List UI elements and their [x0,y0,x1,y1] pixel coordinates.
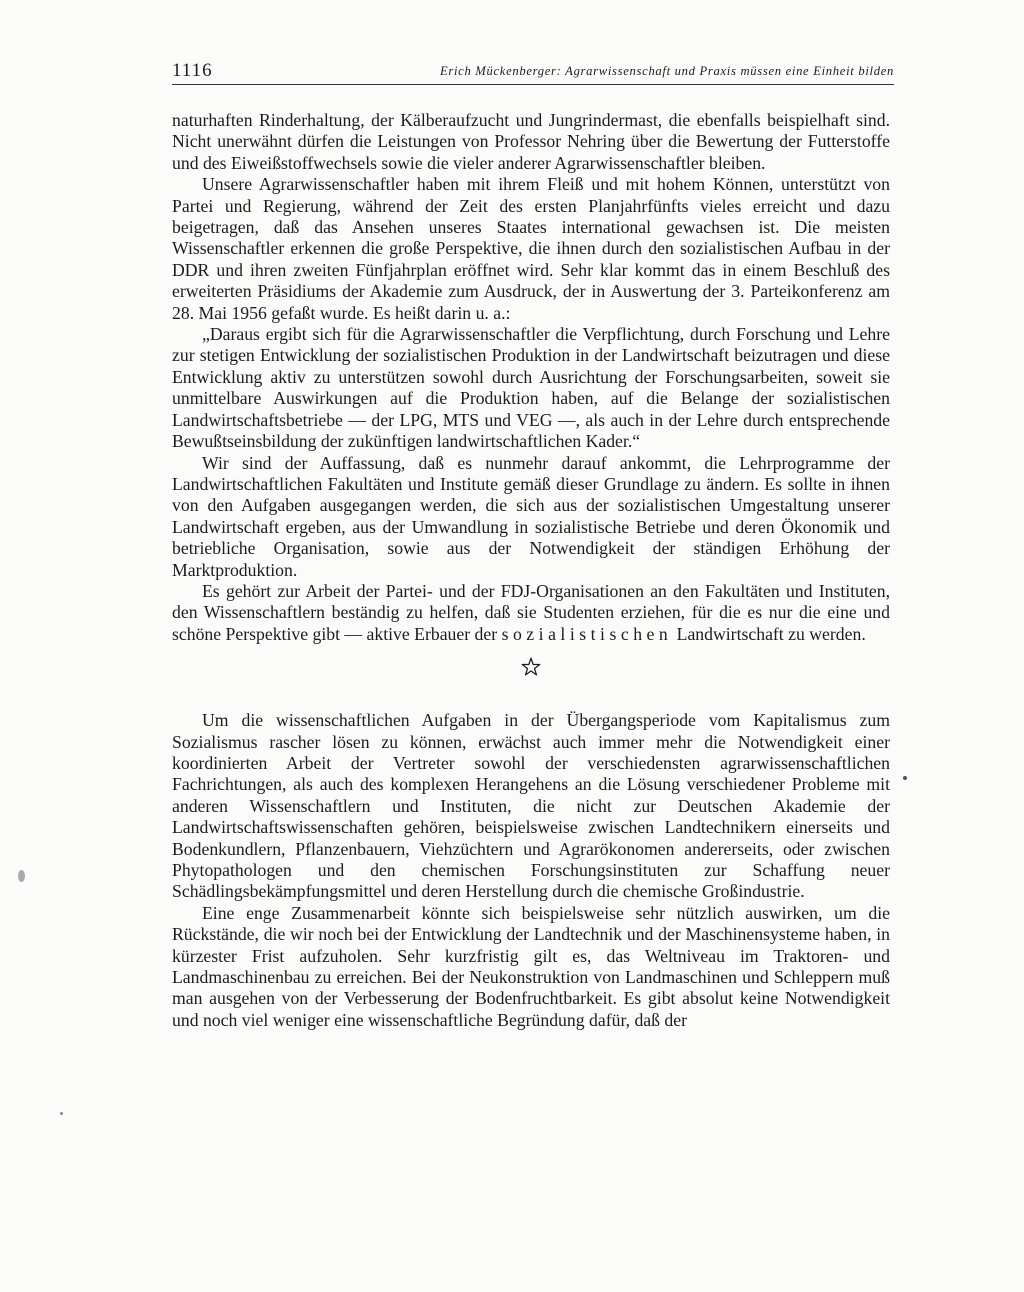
paragraph: Eine enge Zusammenarbeit könnte sich beispielsweise sehr nützlich auswirken, um die Rückstände, die wir noch bei der Entwicklung der Landtechnik und der Maschinensysteme haben, in kürzester Frist aufzuholen. Sehr kurzfristig gilt es, das Weltniveau im Traktoren- und Landmaschinenbau zu erreichen. Bei der Neukonstruktion von Landmaschinen und Schleppern muß man ausgehen von der Verbesserung der Bodenfruchtbarkeit. Es gibt absolut keine Notwendigkeit und noch viel weniger eine wissenschaftliche Begründung dafür, daß der [172,902,890,1030]
paragraph: Unsere Agrarwissenschaftler haben mit ihrem Fleiß und mit hohem Können, unterstützt von Partei und Regierung, während der Zeit des ersten Planjahrfünfts vieles erreicht und dazu beigetragen, daß das Ansehen unseres Staates international gewachsen ist. Die meisten Wissenschaftler erkennen die große Perspektive, die ihnen durch den sozialistischen Aufbau in der DDR und ihren zweiten Fünfjahrplan eröffnet wird. Sehr klar kommt das in einem Beschluß des erweiterten Präsidiums der Akademie zum Ausdruck, der in Auswertung der 3. Parteikonferenz am 28. Mai 1956 gefaßt wurde. Es heißt darin u. a.: [172,174,890,323]
paragraph-text: Landwirtschaft zu werden. [672,623,866,644]
paragraph [172,581,890,645]
paragraph: Wir sind der Auffassung, daß es nunmehr darauf ankommt, die Lehrprogramme der Landwirtschaftlichen Fakultäten und Institute gemäß dieser Grundlage zu ändern. Es sollte in ihnen von den Aufgaben ausgegangen werden, die sich aus der sozialistischen Umgestaltung unserer Landwirtschaft ergeben, aus der Umwandlung in sozialistische Betriebe und deren Ökonomik und betriebliche Organisation, sowie aus der Notwendigkeit der ständigen Erhöhung der Marktproduktion. [172,452,890,580]
paragraph-text: Es gehört zur Arbeit der Partei- und der FDJ-Organisationen an den Fakultäten und Instituten, den Wissenschaftlern beständig zu helfen, daß sie Studenten erziehen, für die es nur die eine und schöne Perspektive gibt — aktive Erbauer der [172,580,890,644]
running-title: Erich Mückenberger: Agrarwissenschaft und Praxis müssen eine Einheit bilden [439,64,894,78]
section-divider [172,645,890,688]
paragraph: naturhaften Rinderhaltung, der Kälberaufzucht und Jungrindermast, die ebenfalls beispielhaft sind. Nicht unerwähnt dürfen die Leistungen von Professor Nehring über die Bewertung der Futterstoffe und des Eiweißstoffwechsels sowie die vieler anderer Agrarwissenschaftler bleiben. [172,110,890,173]
paragraph: Um die wissenschaftlichen Aufgaben in der Übergangsperiode vom Kapitalismus zum Sozialismus rascher lösen zu können, erwächst auch immer mehr die Notwendigkeit einer koordinierten Arbeit der Vertreter sowohl der verschiedensten agrarwissenschaftlichen Fachrichtungen, als auch des komplexen Herangehens an die Lösung verschiedener Probleme mit anderen Wissenschaftlern und Instituten, die nicht zur Deutschen Akademie der Landwirtschaftswissenschaften gehören, beispielsweise zwischen Landtechnikern einerseits und Bodenkundlern, Pflanzenbauern, Viehzüchtern und Agrarökonomen andererseits, oder zwischen Phytopathologen und den chemischen Forschungsinstituten zur Schaffung neuer Schädlingsbekämpfungsmittel und deren Herstellung durch die chemische Großindustrie. [172,710,890,902]
section-gap [172,688,890,710]
star-ornament-icon [521,657,541,677]
page-header [172,60,894,85]
scan-speck [903,776,907,780]
block-quote: „Daraus ergibt sich für die Agrarwissenschaftler die Verpflichtung, durch Forschung und Lehre zur stetigen Entwicklung der sozialistischen Produktion in der Landwirtschaft beizutragen und diese Entwicklung aktiv zu unterstützen sowohl durch Ausrichtung der Forschungsarbeiten, soweit sie unmittelbare Auswirkungen auf die Produktion haben, auf die Belange der sozialistischen Landwirtschaftsbetriebe — der LPG, MTS und VEG —, als auch in der Lehre durch entsprechende Bewußtseinsbildung der zukünftigen landwirtschaftlichen Kader.“ [172,324,890,452]
page-number: 1116 [172,60,213,81]
spaced-emphasis: sozialistischen [501,623,673,644]
scan-speck [60,1112,63,1115]
body-text [172,110,890,1031]
scan-speck [18,870,25,882]
